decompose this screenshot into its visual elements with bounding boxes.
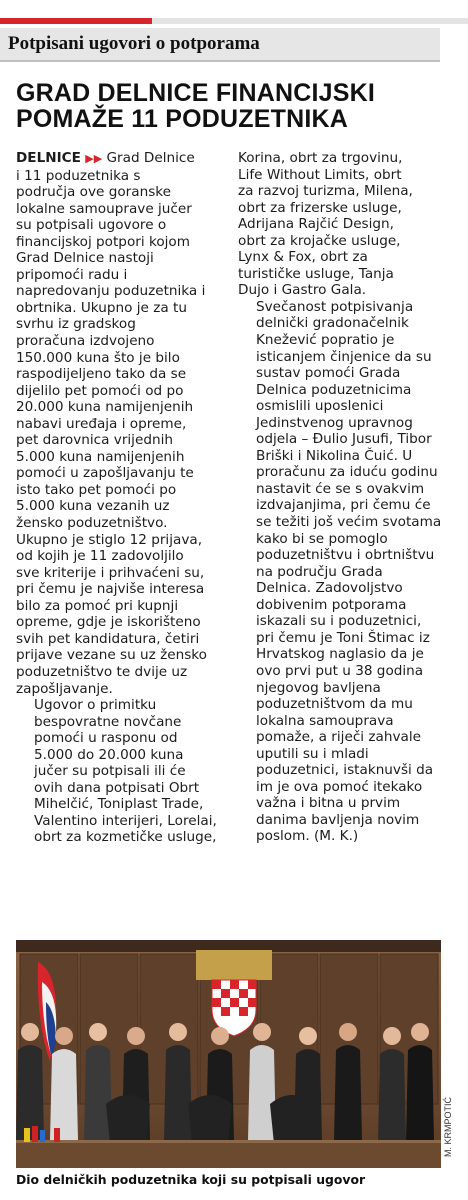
text-line: poduzetništvu i obrtništvu xyxy=(256,547,435,564)
text-line: delnički gradonačelnik xyxy=(256,315,409,332)
person-figure xyxy=(248,1045,276,1140)
text-line: važna i bitna u prvim xyxy=(256,795,401,812)
text-line: proračuna izdvojeno xyxy=(16,333,155,350)
rubric-text: Potpisani ugovori o potporama xyxy=(8,33,260,54)
dateline: DELNICE xyxy=(16,150,81,166)
section-rubric xyxy=(0,28,440,62)
text-line: Mihelčić, Toniplast Trade, xyxy=(34,796,204,813)
lead-first-line: Grad Delnice xyxy=(106,150,195,166)
text-line: 20.000 kuna namijenjenih xyxy=(16,399,194,416)
person-head xyxy=(89,1023,107,1041)
text-line: pomoći u zapošljavanju te xyxy=(16,465,194,482)
group-photo-illustration xyxy=(16,940,441,1168)
text-line: uputili su i mladi xyxy=(256,745,369,762)
text-line: Dujo i Gastro Gala. xyxy=(238,282,367,299)
column-1-paragraph-2 xyxy=(16,697,224,846)
text-line: od kojih je 11 zadovoljilo xyxy=(16,548,184,565)
person-head xyxy=(169,1023,187,1041)
text-line: i 11 poduzetnika s xyxy=(16,167,141,184)
text-line: Lynx & Fox, obrt za xyxy=(238,249,368,266)
text-line: kako bi se pomoglo xyxy=(256,530,388,547)
text-line: sustav pomoći Grada xyxy=(256,365,401,382)
text-line: Delnica poduzetnicima xyxy=(256,381,412,398)
person-figure xyxy=(50,1049,78,1140)
text-line: poduzetništvo te dvije uz xyxy=(16,663,188,680)
text-line: 5.000 do 20.000 kuna xyxy=(34,746,184,763)
text-line: pomoći u rasponu od xyxy=(34,730,178,747)
text-line: isticanjem činjenice da su xyxy=(256,348,432,365)
text-line: Svečanost potpisivanja xyxy=(256,298,414,315)
text-line: žensko poduzetništvo. xyxy=(16,515,168,532)
text-line: danima bavljenja novim xyxy=(256,811,420,828)
text-line: obrtnika. Ukupno je za tu xyxy=(16,299,187,316)
text-line: svih pet kandidatura, četiri xyxy=(16,630,200,647)
text-line: 150.000 kuna što je bilo xyxy=(16,349,180,366)
text-line: Adrijana Rajčić Design, xyxy=(238,216,394,233)
group-photo xyxy=(16,940,441,1168)
double-arrow-icon: ▶▶ xyxy=(85,152,103,165)
text-line: nastavit će se s ovakvim xyxy=(256,480,425,497)
column-1-paragraph-1 xyxy=(16,168,224,698)
text-line: proračunu za iduću godinu xyxy=(256,464,438,481)
text-line: područja ove goranske xyxy=(16,184,172,201)
person-figure xyxy=(334,1045,362,1140)
person-head xyxy=(299,1027,317,1045)
text-line: zapošljavanje. xyxy=(16,680,113,697)
text-line: poduzetništvom da mu xyxy=(256,696,413,713)
text-line: napredovanju poduzetnika i xyxy=(16,283,206,300)
text-line: im je ova pomoć itekako xyxy=(256,778,423,795)
text-line: obrt za krojačke usluge, xyxy=(238,232,401,249)
text-line: su potpisali ugovore o xyxy=(16,217,167,234)
text-line: bilo za pomoć pri kupnji xyxy=(16,597,179,614)
text-line: Knežević popratio je xyxy=(256,332,395,349)
text-line: dijelilo pet pomoći od po xyxy=(16,382,184,399)
lead-line xyxy=(16,150,224,168)
text-line: Life Without Limits, obrt xyxy=(238,166,402,183)
text-line: pri čemu je najviše interesa xyxy=(16,581,205,598)
text-line: Jedinstvenog upravnog xyxy=(256,414,413,431)
text-line: jučer su potpisali ili će xyxy=(34,763,186,780)
accent-rule xyxy=(0,18,152,24)
text-line: lokalna samouprava xyxy=(256,712,394,729)
person-head xyxy=(127,1027,145,1045)
person-figure xyxy=(84,1045,112,1140)
person-figure xyxy=(16,1045,44,1140)
text-line: Ugovor o primitku xyxy=(34,697,157,714)
person-head xyxy=(253,1023,271,1041)
text-line: isto tako pet pomoći po xyxy=(16,481,177,498)
text-line: pomaže, a riječi zahvale xyxy=(256,729,421,746)
headline xyxy=(16,80,456,132)
photo-credit xyxy=(442,1090,468,1168)
photo-caption: Dio delničkih poduzetnika koji su potpisali ugovor xyxy=(16,1172,366,1187)
column-2-paragraph-1 xyxy=(238,150,450,299)
text-line: prijave vezane su uz žensko xyxy=(16,647,207,664)
text-line: poslom. (M. K.) xyxy=(256,828,359,845)
person-figure xyxy=(378,1049,406,1140)
column-2-paragraph-2 xyxy=(238,299,450,845)
text-line: osmislili uposlenici xyxy=(256,398,384,415)
text-line: ovo prvi put u 38 godina xyxy=(256,662,424,679)
text-line: na području Grada xyxy=(256,563,383,580)
text-line: svrhu iz gradskog xyxy=(16,316,136,333)
text-line: za razvoj turizma, Milena, xyxy=(238,183,413,200)
text-line: 5.000 kuna vezanih uz xyxy=(16,498,170,515)
text-line: Briški i Nikolina Čuić. U xyxy=(256,447,413,464)
text-line: Delnica. Zadovoljstvo xyxy=(256,580,403,597)
text-line: financijskoj potpori kojom xyxy=(16,233,190,250)
person-head xyxy=(211,1027,229,1045)
person-head xyxy=(383,1027,401,1045)
text-line: poduzetnici, istaknuvši da xyxy=(256,762,434,779)
article-column-2 xyxy=(238,150,450,845)
text-line: Grad Delnice nastoji xyxy=(16,250,154,267)
text-line: obrt za frizerske usluge, xyxy=(238,199,402,216)
person-head xyxy=(339,1023,357,1041)
text-line: dobivenim potporama xyxy=(256,596,407,613)
person-figure xyxy=(406,1045,434,1140)
text-line: pri čemu je Toni Štimac iz xyxy=(256,629,430,646)
text-line: odjela – Đulio Jusufi, Tibor xyxy=(256,431,432,448)
text-line: izdvajanjima, pri čemu će xyxy=(256,497,431,514)
text-line: Ukupno je stiglo 12 prijava, xyxy=(16,531,203,548)
text-line: opreme, gdje je iskorišteno xyxy=(16,614,201,631)
text-line: 5.000 kuna namijenjenih xyxy=(16,448,185,465)
text-line: se težiti još većim svotama xyxy=(256,514,442,531)
headline-line-2: POMAŽE 11 PODUZETNIKA xyxy=(16,105,349,133)
text-line: sve kriterije i prihvaćeni su, xyxy=(16,564,205,581)
top-rule xyxy=(0,18,468,24)
text-line: obrt za kozmetičke usluge, xyxy=(34,829,217,846)
text-line: bespovratne novčane xyxy=(34,713,182,730)
text-line: Valentino interijeri, Lorelai, xyxy=(34,812,217,829)
person-head xyxy=(411,1023,429,1041)
person-figure xyxy=(164,1045,192,1140)
person-head xyxy=(21,1023,39,1041)
text-line: nabavi uređaja i opreme, xyxy=(16,415,187,432)
text-line: raspodijeljeno tako da se xyxy=(16,366,187,383)
article-column-1 xyxy=(16,150,224,846)
headline-line-1: GRAD DELNICE FINANCIJSKI xyxy=(16,79,375,107)
text-line: njegovog bavljena xyxy=(256,679,381,696)
person-head xyxy=(55,1027,73,1045)
text-line: lokalne samouprave jučer xyxy=(16,200,192,217)
text-line: Korina, obrt za trgovinu, xyxy=(238,150,403,166)
text-line: turističke usluge, Tanja xyxy=(238,265,394,282)
text-line: pripomoći radu i xyxy=(16,266,128,283)
text-line: Hrvatskog naglasio da je xyxy=(256,646,424,663)
text-line: pet darovnica vrijednih xyxy=(16,432,173,449)
photo-credit-text: M. KRMPOTIĆ xyxy=(443,1097,453,1157)
text-line: iskazali su i poduzetnici, xyxy=(256,613,422,630)
text-line: ovih dana potpisati Obrt xyxy=(34,779,200,796)
